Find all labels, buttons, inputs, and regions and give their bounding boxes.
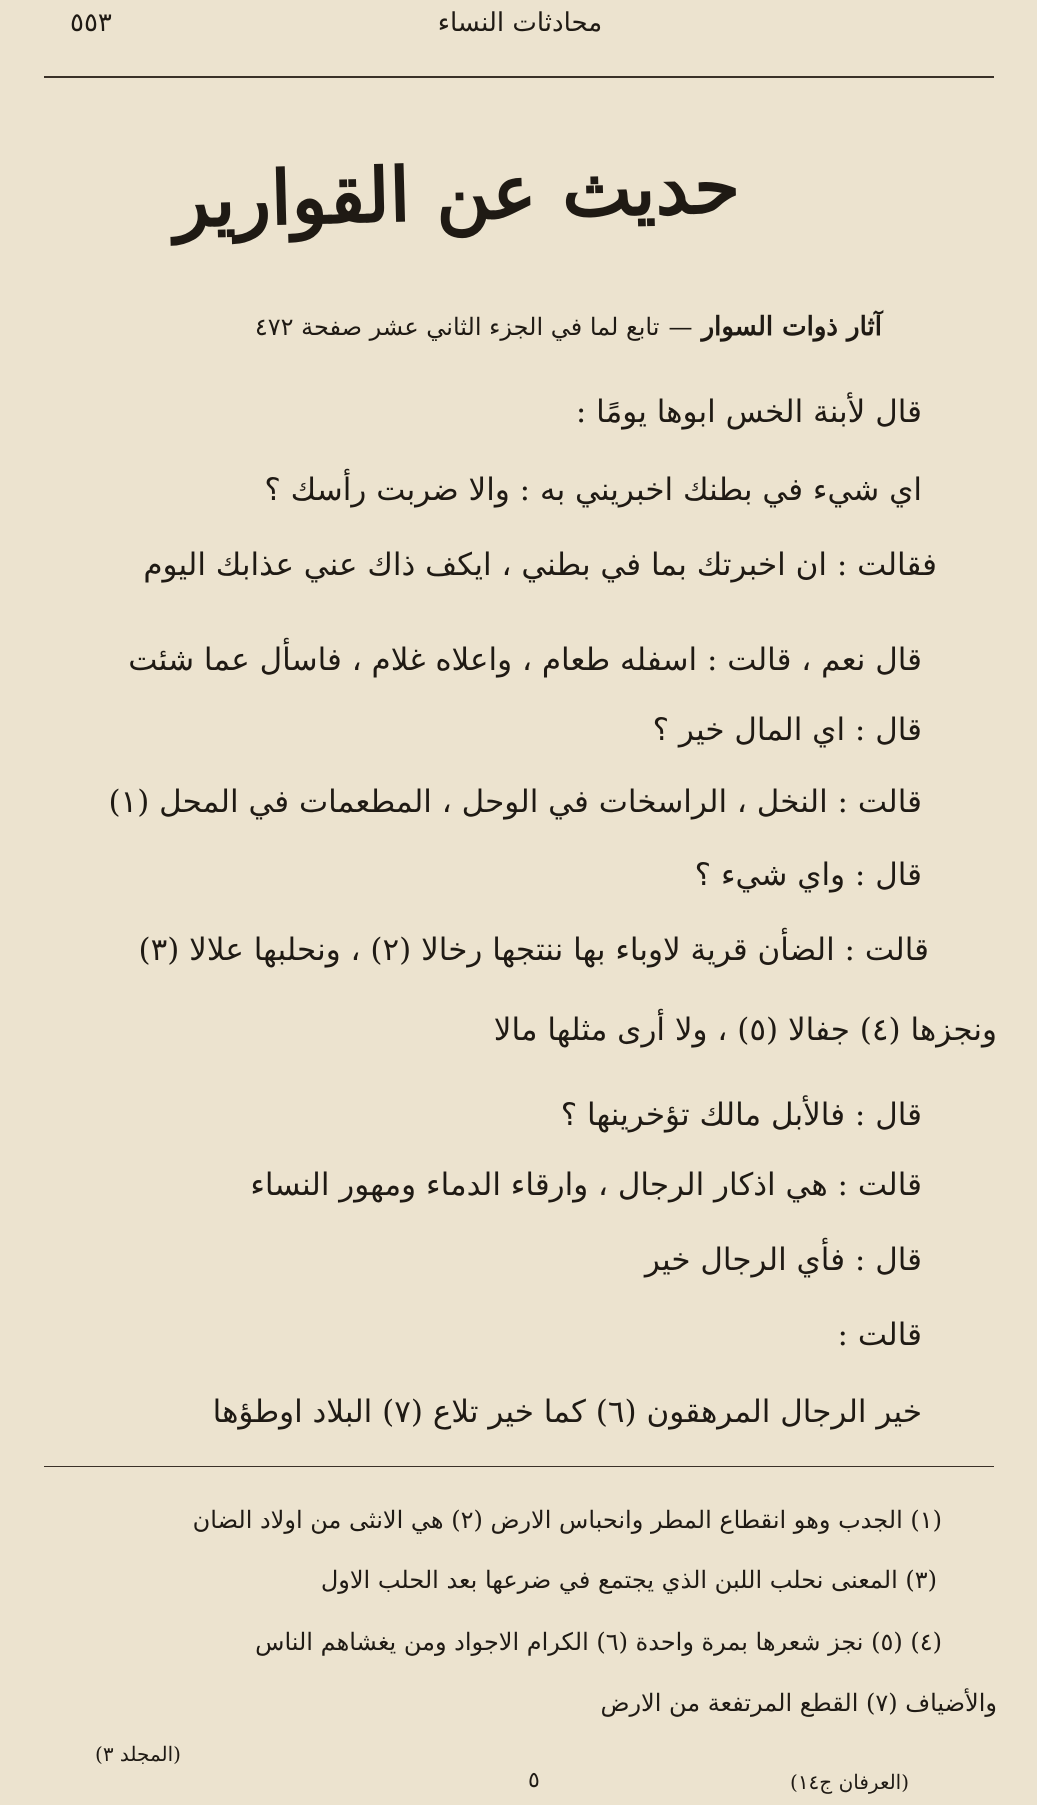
section-dash: —: [668, 313, 693, 341]
running-header-title: محادثات النساء: [437, 8, 603, 38]
footnote-line: والأضياف (٧) القطع المرتفعة من الارض: [600, 1689, 997, 1717]
page-number: ٥٥٣: [70, 8, 112, 38]
footnote-rule: [44, 1466, 994, 1467]
verse-line: خير الرجال المرهقون (٦) كما خير تلاع (٧) البلاد اوطؤها: [212, 1394, 922, 1430]
text-line: قالت : الضأن قرية لاوباء بها ننتجها رخالا (٢) ، ونحلبها علالا (٣): [138, 932, 929, 968]
section-continuation: تابع لما في الجزء الثاني عشر صفحة ٤٧٢: [254, 313, 660, 341]
text-line: اي شيء في بطنك اخبريني به : والا ضربت رأسك ؟: [264, 472, 922, 508]
footer-volume: (المجلد ٣): [95, 1742, 181, 1766]
text-line: قالت :: [837, 1317, 922, 1353]
text-line: قال : فأي الرجال خير: [644, 1242, 922, 1278]
text-line: فقالت : ان اخبرتك بما في بطني ، ايكف ذاك عني عذابك اليوم: [143, 547, 937, 583]
text-line: قالت : النخل ، الراسخات في الوحل ، المطعمات في المحل (١): [108, 784, 922, 820]
text-line: قال نعم ، قالت : اسفله طعام ، واعلاه غلام ، فاسأل عما شئت: [128, 642, 922, 678]
section-heading: [255, 312, 882, 342]
text-line: قالت : هي اذكار الرجال ، وارقاء الدماء ومهور النساء: [250, 1167, 922, 1203]
section-title: آثار ذوات السوار: [701, 312, 882, 342]
text-line: ونجزها (٤) جفالا (٥) ، ولا أرى مثلها مالا: [493, 1012, 997, 1048]
footnote-line: (٣) المعنى نحلب اللبن الذي يجتمع في ضرعها بعد الحلب الاول: [320, 1566, 937, 1594]
masthead-title: حديث عن القوارير: [172, 143, 742, 245]
text-line: قال لأبنة الخس ابوها يومًا :: [575, 394, 922, 430]
header-rule: [44, 76, 994, 78]
footer-sheet-number: ٥: [528, 1768, 540, 1793]
footnote-line: (٤) (٥) نجز شعرها بمرة واحدة (٦) الكرام الاجواد ومن يغشاهم الناس: [255, 1628, 942, 1656]
text-line: قال : فالأبل مالك تؤخرينها ؟: [560, 1097, 922, 1133]
text-line: قال : اي المال خير ؟: [652, 712, 922, 748]
text-line: قال : واي شيء ؟: [694, 857, 922, 893]
footnote-line: (١) الجدب وهو انقطاع المطر وانحباس الارض (٢) هي الانثى من اولاد الضان: [192, 1506, 942, 1534]
footer-journal: (العرفان ج١٤): [790, 1770, 910, 1794]
